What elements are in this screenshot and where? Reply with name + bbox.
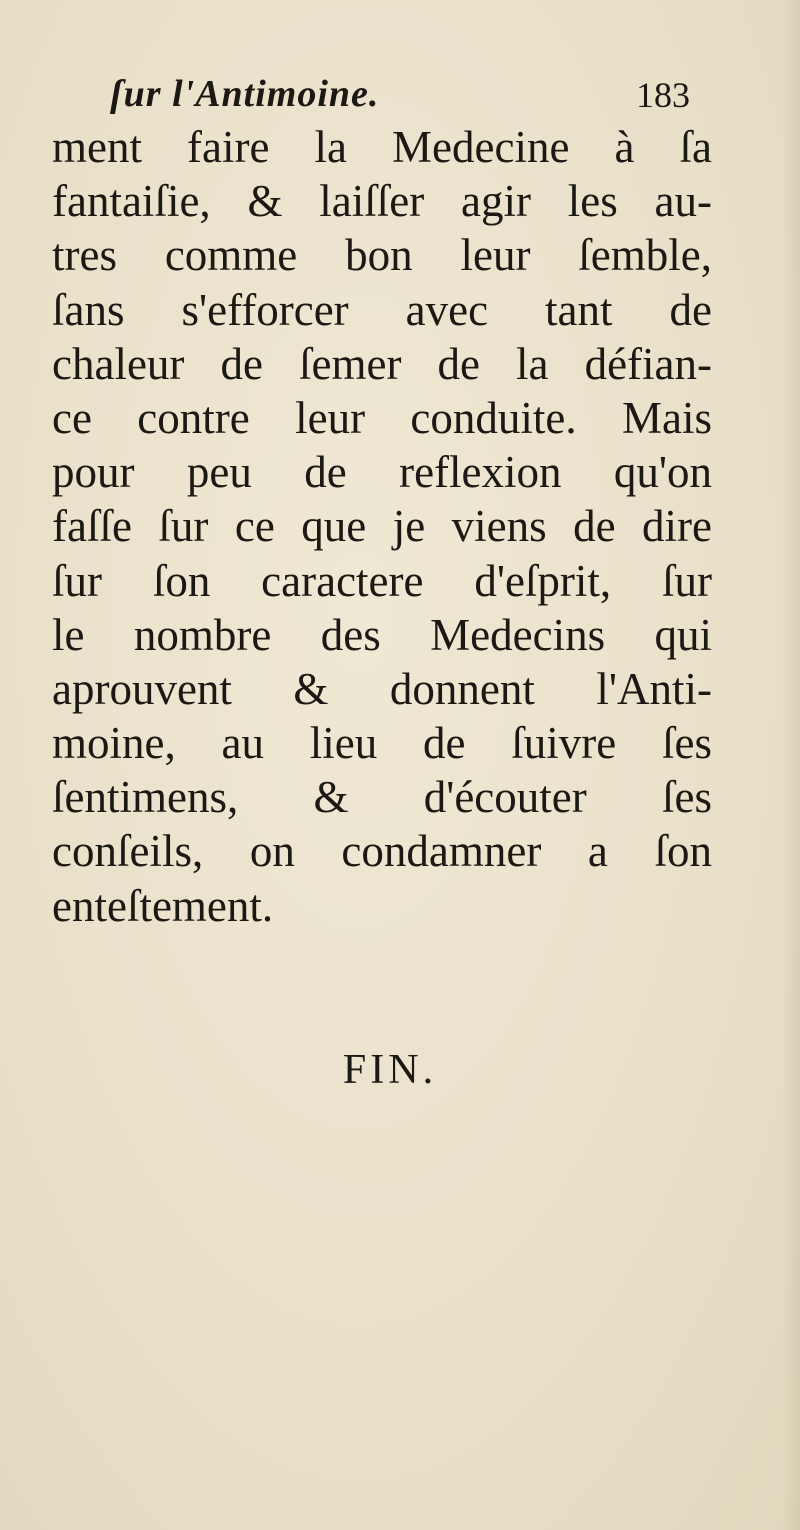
text-line: aprouvent & donnent l'Anti- — [52, 663, 712, 714]
text-line: tres comme bon leur ſemble, — [52, 230, 712, 281]
text-line: pour peu de reflexion qu'on — [52, 447, 712, 498]
body-text — [52, 120, 712, 933]
text-line: ment faire la Medecine à ſa — [52, 122, 712, 172]
fin-marker — [0, 1046, 800, 1094]
fin-text: FIN. — [342, 1047, 438, 1093]
text-line: conſeils, on condamner a ſon — [52, 826, 712, 877]
text-line: ſans s'efforcer avec tant de — [52, 284, 712, 335]
running-title: ſur l'Antimoine. — [110, 73, 380, 115]
text-line: moine, au lieu de ſuivre ſes — [52, 718, 712, 769]
text-line: fantaiſie, & laiſſer agir les au- — [52, 176, 712, 227]
text-line: ſentimens, & d'écouter ſes — [52, 772, 712, 823]
page-number: 183 — [636, 75, 690, 115]
text-line: ce contre leur conduite. Mais — [52, 392, 712, 443]
text-line: enteſtement. — [52, 880, 274, 931]
text-line: faſſe ſur ce que je viens de dire — [52, 501, 712, 552]
text-line: le nombre des Medecins qui — [52, 609, 712, 660]
running-head — [110, 72, 720, 122]
page-edge-shadow — [782, 0, 800, 1530]
text-line: ſur ſon caractere d'eſprit, ſur — [52, 555, 712, 606]
text-line: chaleur de ſemer de la défian- — [52, 338, 712, 389]
